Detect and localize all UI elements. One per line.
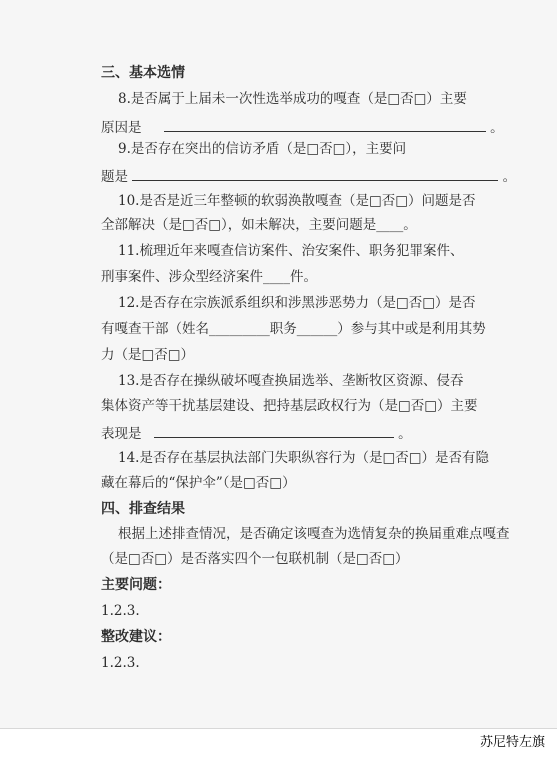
q8-reason-label: 原因是	[101, 120, 142, 136]
section3-heading: 三、基本选情	[101, 65, 185, 81]
q8-reason-blank	[164, 117, 486, 132]
q13-manifest-blank	[154, 423, 394, 438]
q8-period: 。	[490, 120, 504, 136]
q11-line2: 刑事案件、涉众型经济案件____件。	[101, 269, 317, 285]
q10-line2: 全部解决（是□否□），如未解决，主要问题是____。	[101, 217, 417, 233]
q12-line2: 有嘎查干部（姓名_________职务______）参与其中或是利用其势	[101, 321, 486, 337]
q12-line3: 力（是□否□）	[101, 347, 195, 363]
q9-period: 。	[502, 169, 517, 185]
main-issues-label: 主要问题：	[101, 577, 171, 593]
rectification-items: 1.2.3.	[101, 655, 140, 671]
q14-line1: 14.是否存在基层执法部门失职纵容行为（是□否□）是否有隐	[118, 450, 489, 466]
q8-line2	[101, 117, 504, 137]
q14-line2: 藏在幕后的“保护伞”（是□否□）	[101, 475, 296, 491]
q12-line1: 12.是否存在宗族派系组织和涉黑涉恶势力（是□否□）是否	[118, 295, 476, 311]
footer-caption: 苏尼特左旗	[479, 735, 545, 750]
rectification-label: 整改建议：	[101, 629, 171, 645]
q13-period: 。	[398, 426, 412, 442]
q9-line2	[101, 166, 516, 186]
result-line2: （是□否□）是否落实四个一包联机制（是□否□）	[101, 551, 409, 567]
q13-line3	[101, 423, 412, 443]
q9-problem-label: 题是	[101, 169, 128, 185]
q11-line1: 11.梳理近年来嘎查信访案件、治安案件、职务犯罪案件、	[118, 243, 464, 259]
q10-line1: 10.是否是近三年整顿的软弱涣散嘎查（是□否□）问题是否	[118, 193, 476, 209]
main-issues-items: 1.2.3.	[101, 603, 140, 619]
q13-line2: 集体资产等干扰基层建设、把持基层政权行为（是□否□）主要	[101, 398, 478, 414]
q9-problem-blank	[132, 166, 498, 181]
q13-manifest-label: 表现是	[101, 426, 142, 442]
q8-line1: 8.是否属于上届未一次性选举成功的嘎查（是□否□）主要	[118, 91, 467, 107]
q13-line1: 13.是否存在操纵破坏嘎查换届选举、垄断牧区资源、侵吞	[118, 373, 464, 389]
section4-heading: 四、排查结果	[101, 501, 185, 517]
result-line1: 根据上述排查情况，是否确定该嘎查为选情复杂的换届重难点嘎查	[118, 526, 510, 542]
q9-line1: 9.是否存在突出的信访矛盾（是□否□），主要问	[118, 141, 407, 157]
